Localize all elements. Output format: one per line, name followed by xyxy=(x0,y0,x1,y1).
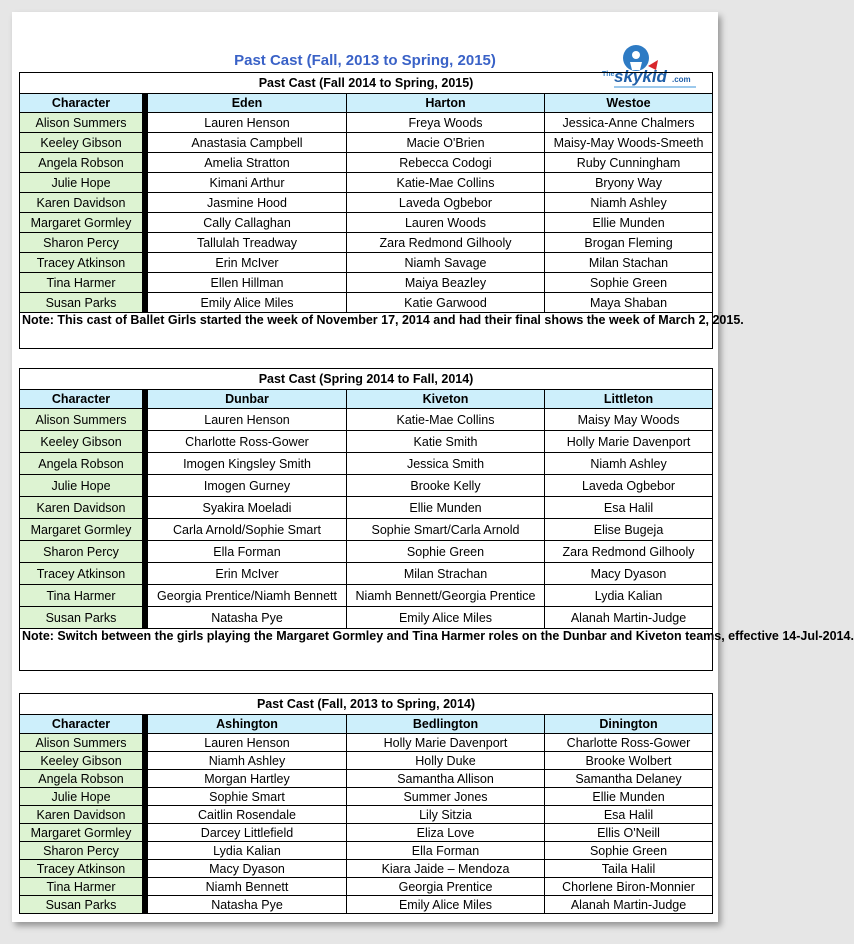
cast-cell: Lauren Woods xyxy=(347,213,545,233)
table-row xyxy=(20,113,713,133)
cast-cell: Natasha Pye xyxy=(148,607,347,629)
character-cell: Keeley Gibson xyxy=(20,752,143,770)
cast-cell: Ellie Munden xyxy=(545,788,713,806)
cast-cell: Tallulah Treadway xyxy=(148,233,347,253)
cast-cell: Holly Duke xyxy=(347,752,545,770)
character-cell: Tracey Atkinson xyxy=(20,860,143,878)
cast-cell: Alanah Martin-Judge xyxy=(545,896,713,914)
table-title: Past Cast (Fall 2014 to Spring, 2015) xyxy=(20,73,713,94)
character-cell: Margaret Gormley xyxy=(20,519,143,541)
table-row xyxy=(20,409,713,431)
cast-cell: Emily Alice Miles xyxy=(148,293,347,313)
table-row xyxy=(20,133,713,153)
table-row xyxy=(20,770,713,788)
cast-cell: Ellie Munden xyxy=(545,213,713,233)
character-cell: Alison Summers xyxy=(20,409,143,431)
table-row xyxy=(20,563,713,585)
cast-cell: Georgia Prentice/Niamh Bennett xyxy=(148,585,347,607)
cast-cell: Esa Halil xyxy=(545,806,713,824)
cast-cell: Macie O'Brien xyxy=(347,133,545,153)
cast-cell: Jasmine Hood xyxy=(148,193,347,213)
character-cell: Alison Summers xyxy=(20,113,143,133)
cast-cell: Darcey Littlefield xyxy=(148,824,347,842)
cast-cell: Cally Callaghan xyxy=(148,213,347,233)
table-row xyxy=(20,734,713,752)
logo-brand: skykid xyxy=(614,67,667,86)
character-cell: Keeley Gibson xyxy=(20,431,143,453)
column-header-team: Westoe xyxy=(545,94,713,113)
table-row xyxy=(20,806,713,824)
cast-cell: Lily Sitzia xyxy=(347,806,545,824)
cast-cell: Kiara Jaide – Mendoza xyxy=(347,860,545,878)
column-header-character: Character xyxy=(20,94,143,113)
cast-cell: Sophie Smart/Carla Arnold xyxy=(347,519,545,541)
cast-cell: Charlotte Ross-Gower xyxy=(545,734,713,752)
character-cell: Susan Parks xyxy=(20,293,143,313)
cast-cell: Niamh Bennett xyxy=(148,878,347,896)
cast-cell: Amelia Stratton xyxy=(148,153,347,173)
cast-cell: Morgan Hartley xyxy=(148,770,347,788)
table-row xyxy=(20,475,713,497)
cast-cell: Maya Shaban xyxy=(545,293,713,313)
cast-cell: Holly Marie Davenport xyxy=(545,431,713,453)
cast-cell: Niamh Bennett/Georgia Prentice xyxy=(347,585,545,607)
cast-cell: Elise Bugeja xyxy=(545,519,713,541)
cast-cell: Niamh Ashley xyxy=(545,193,713,213)
character-cell: Tina Harmer xyxy=(20,878,143,896)
column-header-team: Ashington xyxy=(148,715,347,734)
cast-cell: Georgia Prentice xyxy=(347,878,545,896)
cast-cell: Lauren Henson xyxy=(148,113,347,133)
cast-cell: Laveda Ogbebor xyxy=(347,193,545,213)
cast-cell: Samantha Delaney xyxy=(545,770,713,788)
table-row xyxy=(20,752,713,770)
character-cell: Julie Hope xyxy=(20,788,143,806)
character-cell: Tina Harmer xyxy=(20,585,143,607)
cast-cell: Niamh Savage xyxy=(347,253,545,273)
cast-cell: Katie-Mae Collins xyxy=(347,173,545,193)
table-row xyxy=(20,293,713,313)
cast-cell: Macy Dyason xyxy=(545,563,713,585)
cast-cell: Esa Halil xyxy=(545,497,713,519)
column-header-character: Character xyxy=(20,390,143,409)
table-row xyxy=(20,860,713,878)
logo-prefix: The xyxy=(602,71,615,78)
table-title: Past Cast (Fall, 2013 to Spring, 2014) xyxy=(20,694,713,715)
cast-cell: Anastasia Campbell xyxy=(148,133,347,153)
character-cell: Tina Harmer xyxy=(20,273,143,293)
table-row xyxy=(20,253,713,273)
cast-cell: Emily Alice Miles xyxy=(347,607,545,629)
table-note: Note: Switch between the girls playing the Margaret Gormley and Tina Harmer roles on the Dunbar and Kiveton teams, effective 14-Jul-2014. xyxy=(20,629,713,671)
cast-cell: Ruby Cunningham xyxy=(545,153,713,173)
cast-cell: Laveda Ogbebor xyxy=(545,475,713,497)
cast-cell: Ellis O'Neill xyxy=(545,824,713,842)
cast-cell: Jessica Smith xyxy=(347,453,545,475)
cast-cell: Erin McIver xyxy=(148,253,347,273)
cast-cell: Lauren Henson xyxy=(148,734,347,752)
cast-cell: Erin McIver xyxy=(148,563,347,585)
cast-cell: Brogan Fleming xyxy=(545,233,713,253)
cast-cell: Holly Marie Davenport xyxy=(347,734,545,752)
character-cell: Susan Parks xyxy=(20,896,143,914)
cast-cell: Ellie Munden xyxy=(347,497,545,519)
table-row xyxy=(20,585,713,607)
character-cell: Karen Davidson xyxy=(20,806,143,824)
table-title: Past Cast (Spring 2014 to Fall, 2014) xyxy=(20,369,713,390)
cast-cell: Caitlin Rosendale xyxy=(148,806,347,824)
cast-cell: Syakira Moeladi xyxy=(148,497,347,519)
cast-cell: Lauren Henson xyxy=(148,409,347,431)
character-cell: Julie Hope xyxy=(20,475,143,497)
table-row xyxy=(20,453,713,475)
cast-cell: Eliza Love xyxy=(347,824,545,842)
character-cell: Margaret Gormley xyxy=(20,213,143,233)
character-cell: Tracey Atkinson xyxy=(20,563,143,585)
cast-cell: Kimani Arthur xyxy=(148,173,347,193)
cast-table-spring-2014 xyxy=(19,368,854,671)
logo-suffix: .com xyxy=(672,75,691,84)
table-row xyxy=(20,519,713,541)
cast-cell: Samantha Allison xyxy=(347,770,545,788)
cast-cell: Milan Strachan xyxy=(347,563,545,585)
cast-cell: Taila Halil xyxy=(545,860,713,878)
cast-cell: Niamh Ashley xyxy=(545,453,713,475)
character-cell: Julie Hope xyxy=(20,173,143,193)
page-title: Past Cast (Fall, 2013 to Spring, 2015) xyxy=(234,52,496,69)
cast-cell: Milan Stachan xyxy=(545,253,713,273)
table-row xyxy=(20,541,713,563)
cast-cell: Macy Dyason xyxy=(148,860,347,878)
cast-cell: Brooke Kelly xyxy=(347,475,545,497)
document-page xyxy=(12,12,854,922)
table-row xyxy=(20,273,713,293)
column-header-character: Character xyxy=(20,715,143,734)
table-row xyxy=(20,153,713,173)
table-row xyxy=(20,431,713,453)
cast-cell: Maisy-May Woods-Smeeth xyxy=(545,133,713,153)
column-header-team: Harton xyxy=(347,94,545,113)
cast-cell: Imogen Kingsley Smith xyxy=(148,453,347,475)
cast-cell: Sophie Green xyxy=(347,541,545,563)
table-row xyxy=(20,788,713,806)
character-cell: Sharon Percy xyxy=(20,541,143,563)
table-row xyxy=(20,497,713,519)
table-row xyxy=(20,878,713,896)
cast-cell: Natasha Pye xyxy=(148,896,347,914)
table-row xyxy=(20,213,713,233)
cast-cell: Zara Redmond Gilhooly xyxy=(545,541,713,563)
column-header-team: Dinington xyxy=(545,715,713,734)
character-cell: Keeley Gibson xyxy=(20,133,143,153)
cast-cell: Sophie Green xyxy=(545,273,713,293)
character-cell: Karen Davidson xyxy=(20,497,143,519)
table-row xyxy=(20,824,713,842)
cast-cell: Ella Forman xyxy=(347,842,545,860)
cast-table-fall-2013 xyxy=(19,693,713,914)
table-row xyxy=(20,607,713,629)
column-header-team: Kiveton xyxy=(347,390,545,409)
cast-cell: Katie Garwood xyxy=(347,293,545,313)
cast-cell: Maiya Beazley xyxy=(347,273,545,293)
character-cell: Angela Robson xyxy=(20,453,143,475)
character-cell: Alison Summers xyxy=(20,734,143,752)
table-row xyxy=(20,233,713,253)
cast-cell: Freya Woods xyxy=(347,113,545,133)
character-cell: Susan Parks xyxy=(20,607,143,629)
cast-cell: Lydia Kalian xyxy=(148,842,347,860)
cast-cell: Charlotte Ross-Gower xyxy=(148,431,347,453)
cast-cell: Katie-Mae Collins xyxy=(347,409,545,431)
cast-cell: Sophie Smart xyxy=(148,788,347,806)
character-cell: Karen Davidson xyxy=(20,193,143,213)
character-cell: Sharon Percy xyxy=(20,233,143,253)
character-cell: Angela Robson xyxy=(20,153,143,173)
table-row xyxy=(20,896,713,914)
column-header-team: Eden xyxy=(148,94,347,113)
cast-cell: Alanah Martin-Judge xyxy=(545,607,713,629)
table-row xyxy=(20,842,713,860)
cast-cell: Summer Jones xyxy=(347,788,545,806)
cast-cell: Imogen Gurney xyxy=(148,475,347,497)
cast-cell: Chorlene Biron-Monnier xyxy=(545,878,713,896)
character-cell: Angela Robson xyxy=(20,770,143,788)
table-note: Note: This cast of Ballet Girls started the week of November 17, 2014 and had their final shows the week of March 2, 2015. xyxy=(20,313,713,349)
cast-cell: Carla Arnold/Sophie Smart xyxy=(148,519,347,541)
cast-cell: Maisy May Woods xyxy=(545,409,713,431)
character-cell: Margaret Gormley xyxy=(20,824,143,842)
cast-cell: Jessica-Anne Chalmers xyxy=(545,113,713,133)
table-row xyxy=(20,193,713,213)
cast-cell: Lydia Kalian xyxy=(545,585,713,607)
cast-cell: Brooke Wolbert xyxy=(545,752,713,770)
table-row xyxy=(20,173,713,193)
character-cell: Sharon Percy xyxy=(20,842,143,860)
column-header-team: Bedlington xyxy=(347,715,545,734)
cast-cell: Katie Smith xyxy=(347,431,545,453)
cast-cell: Sophie Green xyxy=(545,842,713,860)
cast-cell: Ella Forman xyxy=(148,541,347,563)
cast-cell: Rebecca Codogi xyxy=(347,153,545,173)
cast-cell: Niamh Ashley xyxy=(148,752,347,770)
cast-cell: Ellen Hillman xyxy=(148,273,347,293)
column-header-team: Dunbar xyxy=(148,390,347,409)
cast-table-fall-2014 xyxy=(19,72,744,349)
column-header-team: Littleton xyxy=(545,390,713,409)
character-cell: Tracey Atkinson xyxy=(20,253,143,273)
cast-cell: Zara Redmond Gilhooly xyxy=(347,233,545,253)
cast-cell: Emily Alice Miles xyxy=(347,896,545,914)
cast-cell: Bryony Way xyxy=(545,173,713,193)
